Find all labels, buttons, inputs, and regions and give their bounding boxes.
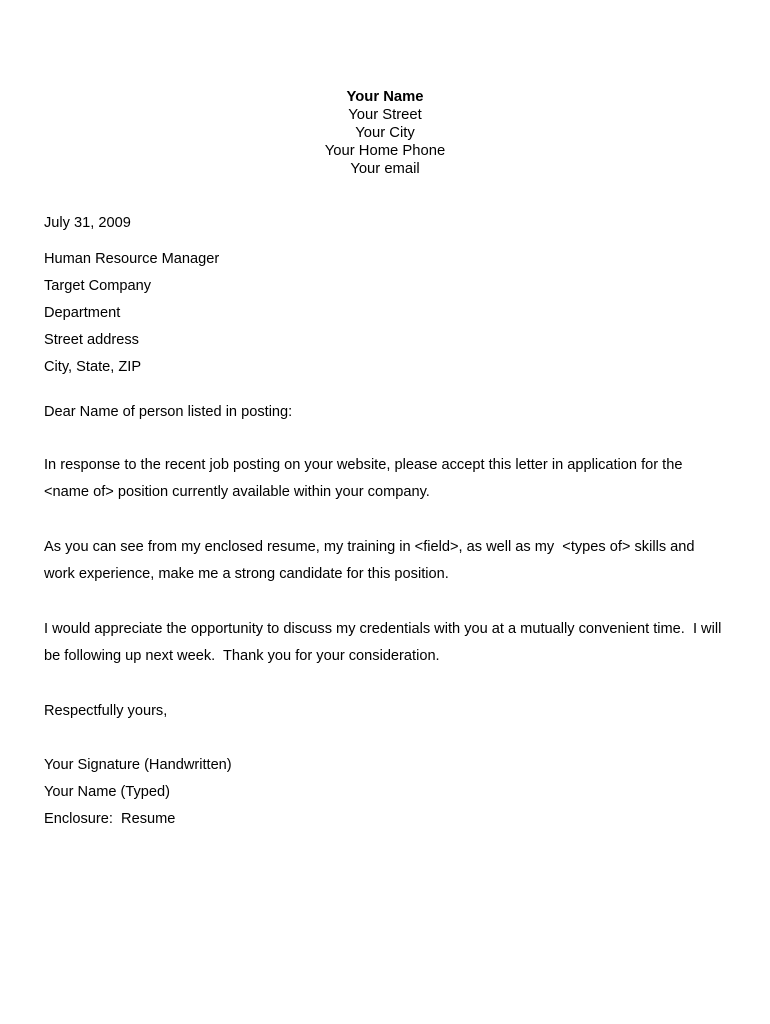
- typed-name: Your Name (Typed): [44, 784, 170, 800]
- closing-valediction: Respectfully yours,: [44, 703, 168, 719]
- salutation: Dear Name of person listed in posting:: [44, 404, 293, 420]
- letterhead-street: Your Street: [348, 107, 422, 123]
- recipient-city-state-zip: City, State, ZIP: [44, 359, 142, 375]
- letter-date: July 31, 2009: [44, 215, 131, 231]
- signature-line: Your Signature (Handwritten): [44, 757, 232, 773]
- spacer-before-paragraph-2: [44, 506, 728, 534]
- body-paragraph-3: I would appreciate the opportunity to discuss my credentials with you at a mutually convenient time. I will be following up next week. Thank you for your consideration.: [44, 621, 726, 664]
- recipient-department: Department: [44, 305, 121, 321]
- spacer-before-paragraph-1: [44, 426, 728, 452]
- letterhead-name: Your Name: [346, 89, 424, 105]
- spacer-before-paragraph-3: [44, 588, 728, 616]
- spacer-before-closing: [44, 670, 728, 698]
- enclosure-note: Enclosure: Resume: [44, 811, 176, 827]
- letterhead-email: Your email: [350, 161, 420, 177]
- letter-content: [44, 210, 728, 833]
- recipient-company: Target Company: [44, 278, 152, 294]
- recipient-street: Street address: [44, 332, 139, 348]
- body-paragraph-1: In response to the recent job posting on your website, please accept this letter in application for the <name of> position currently available within your company.: [44, 457, 687, 500]
- recipient-title: Human Resource Manager: [44, 251, 220, 267]
- body-paragraph-2: As you can see from my enclosed resume, my training in <field>, as well as my <types of> skills and work experience, make me a strong candidate for this position.: [44, 539, 699, 582]
- spacer-signature-area: [44, 725, 728, 752]
- spacer-before-salutation: [44, 381, 728, 399]
- letterhead-block: [0, 88, 770, 178]
- letterhead-home-phone: Your Home Phone: [324, 143, 446, 159]
- letterhead-city: Your City: [355, 125, 415, 141]
- spacer-after-date: [44, 237, 728, 246]
- recipient-address-block: [44, 246, 728, 381]
